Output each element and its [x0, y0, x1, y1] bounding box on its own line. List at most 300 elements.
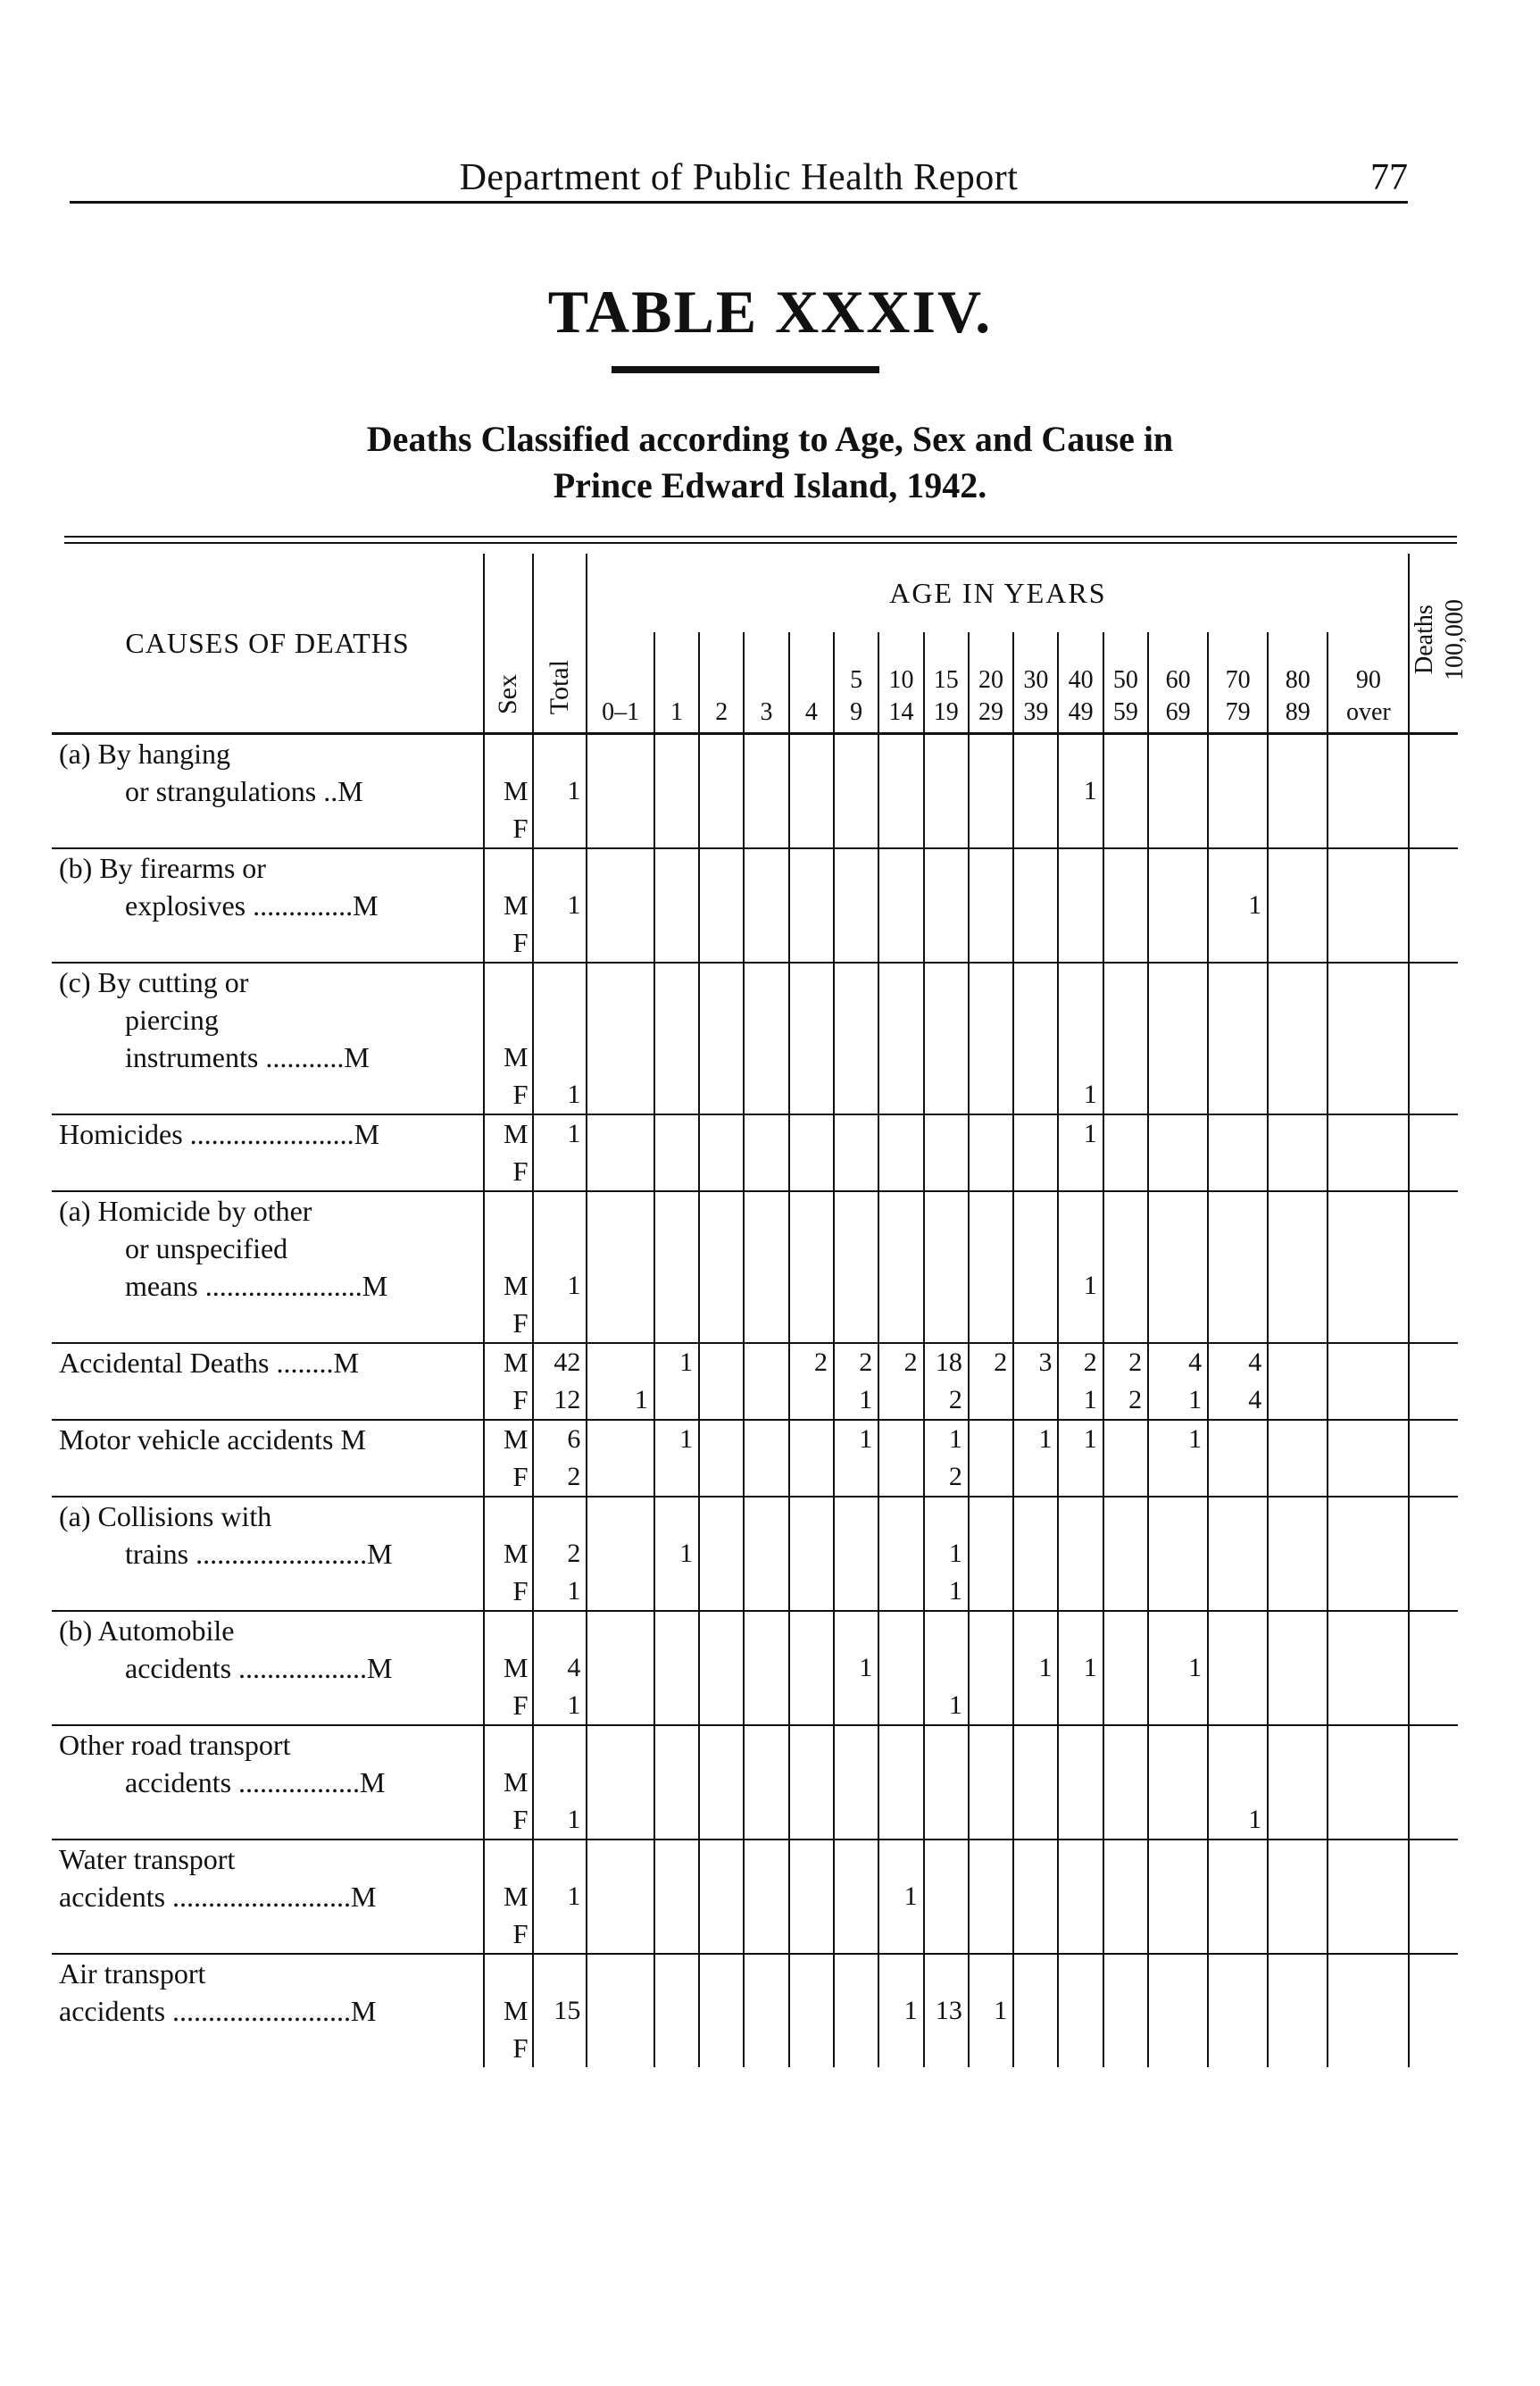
age-count-value — [1269, 1458, 1321, 1496]
age-count-value — [745, 1344, 782, 1381]
age-count-value — [970, 1878, 1007, 1915]
table-title: TABLE XXXIV. — [547, 278, 993, 346]
age-count-cell — [699, 1191, 744, 1343]
age-count-cell — [1058, 1954, 1103, 2067]
age-count-value — [587, 1305, 647, 1342]
age-count-value — [1014, 1992, 1052, 2030]
age-count-value — [655, 1764, 693, 1801]
age-count-cell — [924, 1420, 969, 1497]
age-count-cell — [789, 1954, 834, 2067]
age-count-value — [835, 1039, 872, 1076]
age-count-cell — [1328, 963, 1409, 1114]
age-count-value — [745, 772, 782, 810]
age-count-value — [1059, 1039, 1096, 1076]
age-range-start: 90 — [1355, 666, 1381, 694]
age-count-value: 2 — [994, 1347, 1008, 1377]
deaths-rate-cell — [1409, 1611, 1458, 1725]
age-count-value — [700, 1039, 737, 1076]
age-count-value — [700, 1649, 737, 1687]
age-count-value: 1 — [948, 1576, 962, 1606]
sex-cell — [484, 734, 532, 849]
age-count-cell — [789, 1497, 834, 1611]
age-count-value — [835, 1076, 872, 1114]
age-range-start: 10 — [888, 666, 914, 694]
title-rule — [612, 366, 879, 373]
age-count-value — [1209, 1649, 1261, 1687]
cause-line: (c) By cutting or — [59, 966, 249, 998]
deaths-rate-cell — [1409, 1954, 1458, 2067]
age-column-header — [1148, 632, 1208, 734]
age-count-value — [879, 924, 917, 962]
age-count-cell — [969, 734, 1013, 849]
age-count-value — [587, 1344, 647, 1381]
sex-value: F — [512, 1918, 529, 1949]
age-count-value: 1 — [679, 1347, 694, 1377]
age-count-cell — [1268, 848, 1328, 963]
age-range-end: 19 — [933, 698, 959, 726]
cause-group-row — [52, 1343, 1458, 1420]
age-count-value — [745, 1267, 782, 1305]
age-count-value — [745, 924, 782, 962]
cause-label — [52, 848, 484, 963]
cause-line: means ......................M — [125, 1270, 388, 1302]
age-count-value — [1209, 1421, 1261, 1458]
age-count-value — [1269, 1687, 1321, 1724]
sex-value: F — [512, 1155, 529, 1187]
age-count-value — [1149, 1267, 1202, 1305]
age-count-value: 1 — [1038, 1653, 1053, 1682]
age-count-value — [745, 1381, 782, 1419]
sex-header: Sex — [484, 554, 532, 734]
age-count-value — [790, 1115, 828, 1153]
age-count-value — [1209, 1305, 1261, 1342]
total-value — [534, 2030, 581, 2067]
age-count-value — [925, 1878, 962, 1915]
age-count-value — [879, 1039, 917, 1076]
age-count-value — [790, 772, 828, 810]
cause-label — [52, 734, 484, 849]
age-count-cell — [924, 1114, 969, 1191]
age-count-value — [879, 1458, 917, 1496]
age-count-value: 1 — [1083, 1653, 1097, 1682]
age-count-value — [700, 924, 737, 962]
age-count-value — [1014, 1878, 1052, 1915]
cause-line: or strangulations ..M — [125, 775, 363, 807]
sex-cell — [484, 1114, 532, 1191]
age-count-value — [745, 1535, 782, 1573]
age-range-start — [790, 664, 833, 697]
age-count-value — [587, 1458, 647, 1496]
age-count-cell — [789, 734, 834, 849]
cause-line: (b) By firearms or — [59, 852, 266, 884]
age-count-value — [970, 1801, 1007, 1839]
age-count-value — [970, 1458, 1007, 1496]
total-value: 1 — [567, 1805, 581, 1834]
age-count-value — [1014, 810, 1052, 847]
age-range-end: 3 — [760, 698, 773, 726]
age-count-value — [1104, 1915, 1142, 1953]
sex-cell — [484, 1343, 532, 1420]
total-value: 1 — [567, 890, 581, 920]
age-count-value — [925, 810, 962, 847]
age-count-value — [1104, 924, 1142, 962]
age-count-value — [655, 1039, 693, 1076]
age-count-value — [790, 1573, 828, 1610]
age-range-end: 79 — [1225, 698, 1251, 726]
age-count-value — [879, 1573, 917, 1610]
deaths-rate-cell — [1409, 1725, 1458, 1840]
age-count-cell — [969, 1191, 1013, 1343]
age-count-cell — [587, 1725, 653, 1840]
age-count-value — [700, 1535, 737, 1573]
age-count-value — [587, 772, 647, 810]
age-count-value — [1014, 887, 1052, 924]
age-count-value — [1328, 810, 1403, 847]
total-value — [534, 1305, 581, 1342]
age-count-cell — [878, 1611, 923, 1725]
age-count-value — [655, 1076, 693, 1114]
cause-label — [52, 1191, 484, 1343]
sex-value: F — [512, 2032, 529, 2064]
age-count-value — [655, 1573, 693, 1610]
age-count-cell — [1208, 963, 1268, 1114]
deaths-rate-cell — [1409, 848, 1458, 963]
age-count-cell — [1328, 734, 1409, 849]
age-count-cell — [1268, 1611, 1328, 1725]
age-count-value — [1269, 1153, 1321, 1190]
age-range-end: 89 — [1285, 698, 1311, 726]
age-count-value — [1269, 1421, 1321, 1458]
age-range-end: 0–1 — [602, 698, 640, 726]
age-count-value — [1149, 1992, 1202, 2030]
age-count-cell — [654, 963, 699, 1114]
age-count-value — [970, 810, 1007, 847]
age-count-value — [655, 1992, 693, 2030]
age-count-value — [970, 1687, 1007, 1724]
age-count-cell — [924, 1954, 969, 2067]
age-count-value — [925, 1153, 962, 1190]
age-count-value — [1149, 887, 1202, 924]
sex-value: M — [504, 889, 529, 921]
age-count-value — [790, 1267, 828, 1305]
age-count-value — [970, 1649, 1007, 1687]
age-count-value — [970, 1115, 1007, 1153]
age-count-cell — [654, 1840, 699, 1954]
age-count-cell — [699, 1611, 744, 1725]
age-count-cell — [699, 734, 744, 849]
age-range-start — [587, 664, 653, 697]
cause-line: Motor vehicle accidents M — [59, 1423, 366, 1456]
age-count-value — [1059, 1764, 1096, 1801]
age-count-value — [1014, 1153, 1052, 1190]
age-count-value — [970, 887, 1007, 924]
age-count-value — [790, 1801, 828, 1839]
age-count-value — [879, 1764, 917, 1801]
age-count-cell — [587, 1420, 653, 1497]
age-count-value — [1014, 1535, 1052, 1573]
age-count-value: 2 — [1128, 1347, 1143, 1377]
age-count-value — [1014, 1687, 1052, 1724]
age-range-start: 40 — [1068, 666, 1094, 694]
age-count-value — [745, 1878, 782, 1915]
age-column-header — [834, 632, 878, 734]
age-count-value — [1059, 1915, 1096, 1953]
sex-value: F — [512, 1575, 529, 1606]
age-count-value — [879, 810, 917, 847]
age-count-value — [835, 1687, 872, 1724]
age-count-value — [1149, 772, 1202, 810]
age-count-cell — [924, 963, 969, 1114]
age-count-cell — [1058, 1611, 1103, 1725]
age-count-value — [1014, 1305, 1052, 1342]
age-count-value: 1 — [859, 1653, 873, 1682]
age-count-value — [1328, 772, 1403, 810]
age-count-value — [655, 924, 693, 962]
age-count-cell — [587, 1497, 653, 1611]
total-cell — [533, 1840, 587, 1954]
age-count-cell — [834, 1954, 878, 2067]
age-count-cell — [1148, 848, 1208, 963]
age-count-value — [879, 1535, 917, 1573]
age-count-value — [1269, 1878, 1321, 1915]
age-count-cell — [1148, 1611, 1208, 1725]
age-count-value — [1209, 1764, 1261, 1801]
age-count-value — [655, 772, 693, 810]
cause-label — [52, 1420, 484, 1497]
age-count-value — [879, 1649, 917, 1687]
age-count-value: 4 — [1188, 1347, 1203, 1377]
age-count-cell — [654, 1954, 699, 2067]
age-count-value: 1 — [859, 1385, 873, 1414]
cause-line: Water transport — [59, 1843, 236, 1875]
age-count-value — [1328, 1535, 1403, 1573]
age-count-value — [1104, 887, 1142, 924]
age-count-value — [700, 1421, 737, 1458]
age-count-value — [1059, 1535, 1096, 1573]
age-count-cell — [1103, 734, 1148, 849]
age-count-value — [835, 924, 872, 962]
sex-value: F — [512, 1804, 529, 1835]
age-count-value — [587, 1267, 647, 1305]
age-count-cell — [699, 1114, 744, 1191]
age-count-cell — [1208, 1343, 1268, 1420]
subtitle-line-1: Deaths Classified according to Age, Sex and Cause in — [366, 419, 1174, 459]
age-range-end: 49 — [1068, 698, 1094, 726]
age-count-cell — [878, 963, 923, 1114]
age-count-cell — [654, 1497, 699, 1611]
age-count-cell — [1268, 1420, 1328, 1497]
cause-label — [52, 1497, 484, 1611]
age-count-value — [1014, 924, 1052, 962]
age-count-value — [1059, 1305, 1096, 1342]
age-count-value — [700, 1801, 737, 1839]
age-count-value — [790, 1992, 828, 2030]
cause-line: (a) By hanging — [59, 738, 230, 770]
age-count-value — [587, 1764, 647, 1801]
age-count-value — [1209, 1153, 1261, 1190]
total-value: 1 — [567, 1576, 581, 1606]
age-count-cell — [1208, 1840, 1268, 1954]
age-count-cell — [744, 1343, 788, 1420]
age-count-value — [925, 1764, 962, 1801]
age-count-value: 1 — [1083, 1119, 1097, 1148]
age-count-value — [655, 1305, 693, 1342]
age-count-cell — [587, 1114, 653, 1191]
age-count-value — [587, 2030, 647, 2067]
age-count-value — [970, 1915, 1007, 1953]
age-count-value — [655, 1153, 693, 1190]
age-count-value — [1059, 1801, 1096, 1839]
age-count-cell — [744, 1840, 788, 1954]
age-count-value — [587, 1153, 647, 1190]
age-count-value — [1104, 1458, 1142, 1496]
age-range-start: 80 — [1285, 666, 1311, 694]
table-subtitle — [0, 416, 1540, 509]
age-count-value: 1 — [1083, 1385, 1097, 1414]
age-count-cell — [1268, 1191, 1328, 1343]
age-count-value — [879, 887, 917, 924]
total-value: 1 — [567, 1119, 581, 1148]
age-range-end: 59 — [1112, 698, 1138, 726]
age-column-header — [1328, 632, 1409, 734]
sex-value: F — [512, 1461, 529, 1492]
age-count-cell — [1328, 1954, 1409, 2067]
age-count-value — [1014, 1267, 1052, 1305]
age-count-value — [745, 1801, 782, 1839]
age-count-value — [745, 1573, 782, 1610]
age-column-header — [654, 632, 699, 734]
age-count-cell — [587, 1343, 653, 1420]
cause-label — [52, 1114, 484, 1191]
age-count-value — [1014, 772, 1052, 810]
age-count-value — [879, 1687, 917, 1724]
age-count-value — [1014, 1381, 1052, 1419]
age-count-value — [1059, 2030, 1096, 2067]
deaths-rate-cell — [1409, 1840, 1458, 1954]
age-count-cell — [969, 963, 1013, 1114]
age-count-value — [925, 887, 962, 924]
age-count-cell — [878, 1725, 923, 1840]
age-count-cell — [1328, 848, 1409, 963]
age-count-value — [1328, 1381, 1403, 1419]
age-count-cell — [1058, 848, 1103, 963]
age-count-cell — [1328, 1343, 1409, 1420]
age-count-cell — [924, 734, 969, 849]
age-count-cell — [834, 1420, 878, 1497]
age-count-cell — [1268, 1343, 1328, 1420]
age-count-value — [1328, 1992, 1403, 2030]
total-value: 42 — [554, 1347, 581, 1377]
total-cell — [533, 1497, 587, 1611]
age-count-value — [835, 810, 872, 847]
age-count-cell — [1268, 1497, 1328, 1611]
age-count-value — [700, 772, 737, 810]
total-value — [534, 1764, 581, 1801]
cause-line: instruments ...........M — [125, 1041, 370, 1073]
age-count-value — [835, 887, 872, 924]
age-count-value — [1328, 2030, 1403, 2067]
age-count-value: 1 — [1038, 1424, 1053, 1454]
age-count-value — [745, 1915, 782, 1953]
age-count-value — [745, 1764, 782, 1801]
age-count-cell — [834, 848, 878, 963]
age-count-value — [925, 1915, 962, 1953]
age-count-value — [1328, 1344, 1403, 1381]
deaths-table-wrap — [52, 554, 1469, 2067]
age-count-value — [1209, 1458, 1261, 1496]
age-count-cell — [1328, 1420, 1409, 1497]
total-cell — [533, 1611, 587, 1725]
age-count-value — [1209, 1267, 1261, 1305]
deaths-rate-cell — [1409, 1497, 1458, 1611]
age-count-cell — [1103, 1191, 1148, 1343]
age-count-value — [1149, 1878, 1202, 1915]
sex-value: F — [512, 1307, 529, 1339]
age-count-cell — [789, 1343, 834, 1420]
age-count-value — [587, 924, 647, 962]
deaths-rate-cell — [1409, 1420, 1458, 1497]
age-count-value — [655, 1687, 693, 1724]
age-range-start — [745, 664, 787, 697]
age-count-value — [1269, 1381, 1321, 1419]
age-count-cell — [587, 1840, 653, 1954]
age-count-value: 3 — [1038, 1347, 1053, 1377]
age-count-value — [1104, 1039, 1142, 1076]
age-count-value — [700, 1992, 737, 2030]
age-count-cell — [744, 1954, 788, 2067]
total-value: 1 — [567, 1881, 581, 1911]
age-count-cell — [587, 963, 653, 1114]
age-count-cell — [1013, 1343, 1058, 1420]
sex-value: F — [512, 1689, 529, 1721]
sex-value: F — [512, 927, 529, 958]
age-column-header — [969, 632, 1013, 734]
sex-cell — [484, 1954, 532, 2067]
age-count-value — [790, 1421, 828, 1458]
age-count-value — [587, 810, 647, 847]
age-count-value — [700, 2030, 737, 2067]
age-count-value: 2 — [859, 1347, 873, 1377]
age-count-value — [587, 1915, 647, 1953]
age-count-value — [700, 1381, 737, 1419]
age-count-cell — [834, 1840, 878, 1954]
age-column-header — [1103, 632, 1148, 734]
age-count-value — [700, 1458, 737, 1496]
age-count-value — [1014, 1039, 1052, 1076]
age-count-value — [879, 1267, 917, 1305]
age-count-cell — [834, 963, 878, 1114]
age-count-value: 1 — [1083, 1080, 1097, 1109]
age-count-cell — [744, 1420, 788, 1497]
age-count-value — [1269, 1649, 1321, 1687]
age-count-value: 1 — [634, 1385, 648, 1414]
age-count-cell — [1103, 848, 1148, 963]
age-count-cell — [1013, 1611, 1058, 1725]
age-count-cell — [1208, 1114, 1268, 1191]
age-count-value — [587, 887, 647, 924]
age-count-value — [1269, 1305, 1321, 1342]
age-count-value — [970, 1305, 1007, 1342]
sex-cell — [484, 848, 532, 963]
age-count-value — [1149, 1153, 1202, 1190]
age-count-value — [1104, 1115, 1142, 1153]
age-count-cell — [969, 1611, 1013, 1725]
age-range-start: 60 — [1165, 666, 1191, 694]
age-count-value — [700, 1573, 737, 1610]
age-range-start — [655, 664, 698, 697]
age-count-value — [1104, 1573, 1142, 1610]
age-count-value — [700, 1305, 737, 1342]
